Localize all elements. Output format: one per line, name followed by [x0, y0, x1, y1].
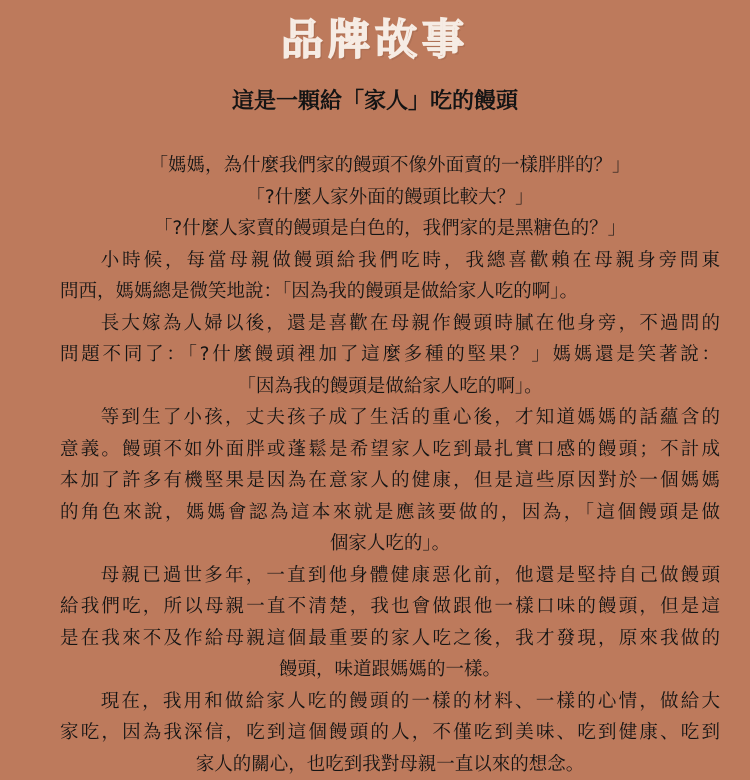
story-line: 本加了許多有機堅果是因為在意家人的健康，但是這些原因對於一個媽媽 [60, 465, 720, 497]
story-line: 個家人吃的」。 [60, 528, 720, 560]
story-headline: 這是一顆給「家人」吃的饅頭 [0, 85, 750, 119]
brand-story-title: 品牌故事 [0, 12, 750, 68]
story-line: 長大嫁為人婦以後，還是喜歡在母親作饅頭時膩在他身旁，不過問的 [60, 308, 720, 340]
story-line: 意義。饅頭不如外面胖或蓬鬆是希望家人吃到最扎實口感的饅頭；不計成 [60, 434, 720, 466]
story-line: 的角色來說，媽媽會認為這本來就是應該要做的，因為，「這個饅頭是做 [60, 497, 720, 529]
story-line: 家吃，因為我深信，吃到這個饅頭的人，不僅吃到美味、吃到健康、吃到 [60, 717, 720, 749]
story-body [60, 150, 720, 780]
story-line: 問題不同了：「?什麼饅頭裡加了這麼多種的堅果？」媽媽還是笑著說： [60, 339, 720, 371]
story-line: 家人的關心，也吃到我對母親一直以來的想念。 [60, 749, 720, 780]
story-line: 現在，我用和做給家人吃的饅頭的一樣的材料、一樣的心情，做給大 [60, 686, 720, 718]
story-line: 等到生了小孩，丈夫孩子成了生活的重心後，才知道媽媽的話蘊含的 [60, 402, 720, 434]
story-line: 「?什麼人家賣的饅頭是白色的，我們家的是黑糖色的？」 [60, 213, 720, 245]
story-line: 小時候，每當母親做饅頭給我們吃時，我總喜歡賴在母親身旁問東 [60, 245, 720, 277]
story-line: 「因為我的饅頭是做給家人吃的啊」。 [60, 371, 720, 403]
story-line: 「?什麼人家外面的饅頭比較大？」 [60, 182, 720, 214]
story-line: 「媽媽，為什麼我們家的饅頭不像外面賣的一樣胖胖的？」 [60, 150, 720, 182]
story-line: 給我們吃，所以母親一直不清楚，我也會做跟他一樣口味的饅頭，但是這 [60, 591, 720, 623]
story-line: 問西，媽媽總是微笑地說：「因為我的饅頭是做給家人吃的啊」。 [60, 276, 720, 308]
story-line: 饅頭，味道跟媽媽的一樣。 [60, 654, 720, 686]
story-line: 母親已過世多年，一直到他身體健康惡化前，他還是堅持自己做饅頭 [60, 560, 720, 592]
story-line: 是在我來不及作給母親這個最重要的家人吃之後，我才發現，原來我做的 [60, 623, 720, 655]
